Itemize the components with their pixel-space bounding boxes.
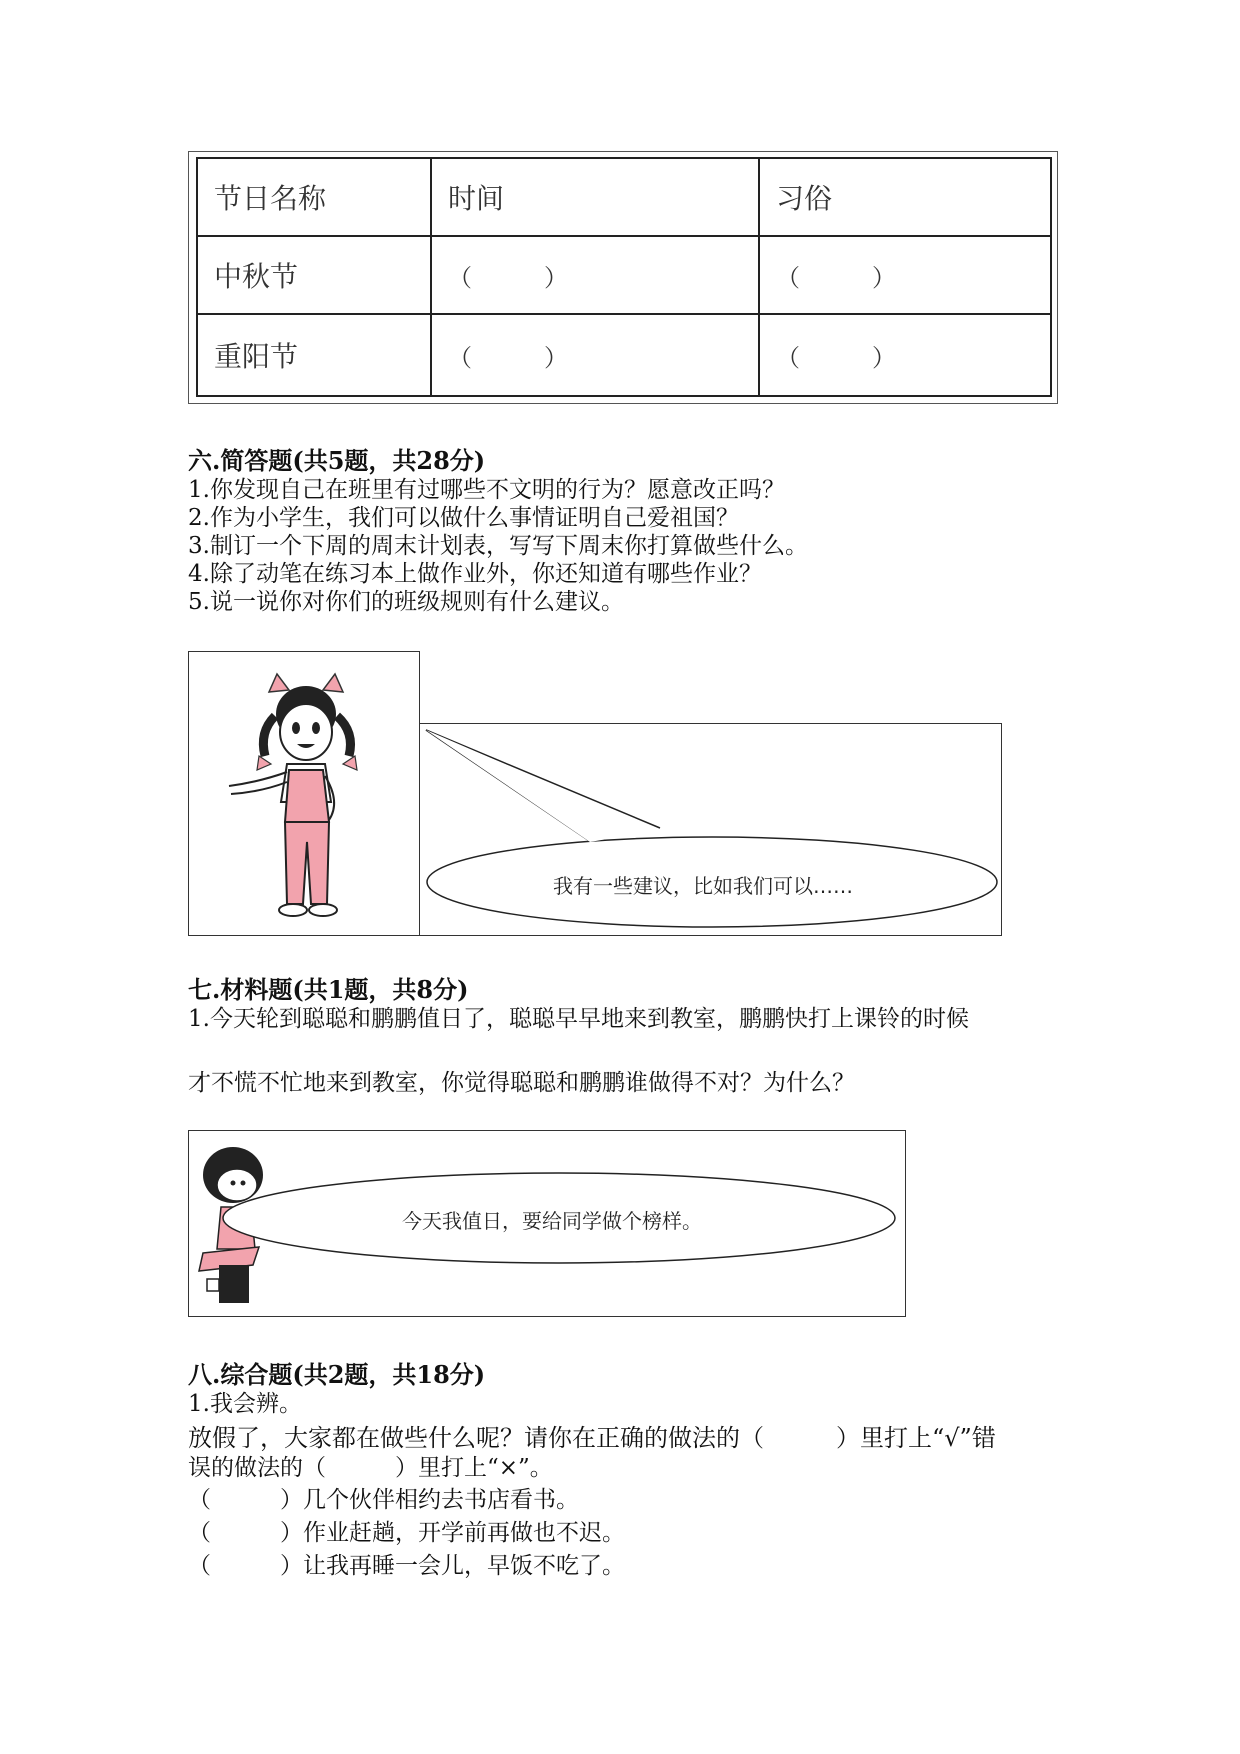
custom-blank[interactable] — [759, 236, 1051, 314]
speech-bubble-text: 今天我值日，要给同学做个榜样。 — [402, 1209, 702, 1233]
speech-bubble-text: 我有一些建议，比如我们可以…… — [553, 874, 853, 898]
blank-parens: （ ） — [776, 343, 896, 372]
judgement-item[interactable]: （ ）作业赶趟，开学前再做也不迟。 — [188, 1520, 625, 1546]
duty-illustration-frame — [188, 1130, 906, 1317]
judgement-item[interactable]: （ ）几个伙伴相约去书店看书。 — [188, 1487, 579, 1513]
speech-bubble-frame — [419, 723, 1002, 936]
festival-name-cell: 重阳节 — [197, 314, 431, 396]
header-festival-name: 节日名称 — [197, 158, 431, 236]
question-item: 4.除了动笔在练习本上做作业外，你还知道有哪些作业？ — [188, 561, 762, 587]
judgement-item[interactable]: （ ）让我再睡一会儿，早饭不吃了。 — [188, 1553, 625, 1579]
festival-name-cell: 中秋节 — [197, 236, 431, 314]
girl-illustration-frame — [188, 651, 420, 936]
blank-parens: （ ） — [776, 263, 896, 292]
blank-parens: （ ） — [448, 263, 568, 292]
girl-with-pigtails-illustration — [189, 652, 419, 935]
question-text-line: 才不慌不忙地来到教室，你觉得聪聪和鹏鹏谁做得不对？为什么？ — [188, 1070, 855, 1096]
table-header-row — [197, 158, 1051, 236]
question-intro-line: 误的做法的（ ）里打上“×”。 — [188, 1455, 553, 1481]
question-text-line: 1.今天轮到聪聪和鹏鹏值日了，聪聪早早地来到教室，鹏鹏快打上课铃的时候 — [188, 1006, 969, 1032]
section-6-title: 六.简答题(共5题，共28分) — [188, 446, 486, 475]
question-number: 1.我会辨。 — [188, 1391, 302, 1417]
time-blank[interactable] — [431, 314, 759, 396]
festival-table — [196, 157, 1052, 397]
table-row — [197, 314, 1051, 396]
section-8-title: 八.综合题(共2题，共18分) — [188, 1360, 486, 1389]
header-custom: 习俗 — [759, 158, 1051, 236]
table-row — [197, 236, 1051, 314]
header-time: 时间 — [431, 158, 759, 236]
blank-parens: （ ） — [448, 343, 568, 372]
question-item: 5.说一说你对你们的班级规则有什么建议。 — [188, 589, 624, 615]
question-item: 2.作为小学生，我们可以做什么事情证明自己爱祖国？ — [188, 505, 739, 531]
question-item: 1.你发现自己在班里有过哪些不文明的行为？愿意改正吗？ — [188, 477, 785, 503]
speech-bubble-icon — [420, 724, 1001, 935]
section-7-title: 七.材料题(共1题，共8分) — [188, 975, 469, 1004]
custom-blank[interactable] — [759, 314, 1051, 396]
question-item: 3.制订一个下周的周末计划表，写写下周末你打算做些什么。 — [188, 533, 808, 559]
question-intro-line: 放假了，大家都在做些什么呢？请你在正确的做法的（ ）里打上“√”错 — [188, 1424, 996, 1452]
time-blank[interactable] — [431, 236, 759, 314]
